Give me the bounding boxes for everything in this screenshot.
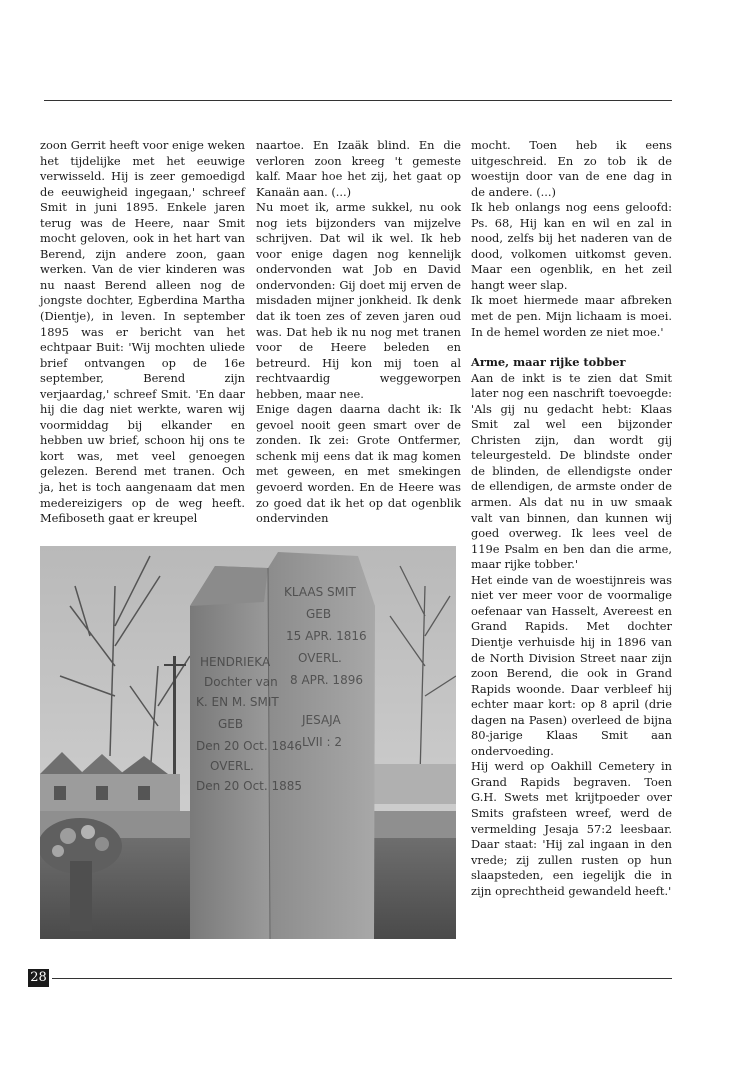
paragraph: Ik moet hiermede maar afbreken met de pen. Mijn lichaam is moei. In de hemel worden ze niet moe.': [471, 293, 672, 339]
svg-text:Den 20 Oct. 1885: Den 20 Oct. 1885: [196, 779, 303, 793]
svg-text:JESAJA: JESAJA: [302, 713, 341, 727]
text-column-3: [471, 138, 672, 899]
svg-text:OVERL.: OVERL.: [210, 759, 254, 773]
paragraph: Het einde van de woestijnreis was niet ver meer voor de voormalige oefenaar van Hasselt, Avereest en Grand Rapids. Met dochter Dientje verhuisde hij in 1896 van de North Division Street naar zijn zoon Berend, die ook in Grand Rapids woonde. Daar verbleef hij echter maar kort: op 8 april (drie dagen na Pasen) overleed de bijna 80-jarige Klaas Smit aan ondervoeding.: [471, 572, 672, 758]
text-column-2: [256, 138, 461, 527]
page-number: 28: [28, 969, 49, 987]
svg-text:GEB: GEB: [306, 607, 332, 621]
svg-text:GEB: GEB: [218, 717, 244, 731]
header-rule: [44, 100, 672, 101]
svg-text:K. EN M. SMIT: K. EN M. SMIT: [196, 695, 279, 709]
paragraph: Aan de inkt is te zien dat Smit later nog een naschrift toevoegde: 'Als gij nu gedacht hebt: Klaas Smit zal wel een bijzonder Christen zijn, dan wordt gij teleurgesteld. De blindste onder de blinden, de ellendigste onder de ellendigen, de armste onder de armen. Als dat nu in uw smaak valt van binnen, dan kunnen wij goed overweg. Ik lees veel de 119e Psalm en ben dan die arme, maar rijke tobber.': [471, 370, 672, 572]
footer-rule: [52, 978, 672, 979]
svg-text:15 APR. 1816: 15 APR. 1816: [286, 629, 367, 643]
svg-text:LVII : 2: LVII : 2: [302, 735, 342, 749]
paragraph: naartoe. En Izaäk blind. En die verloren zoon kreeg 't gemeste kalf. Maar hoe het zij, het gaat op Kanaän aan. (...): [256, 138, 461, 199]
paragraph: mocht. Toen heb ik eens uitgeschreid. En zo tob ik de woestijn door van de ene dag in de andere. (...): [471, 138, 672, 199]
paragraph: zoon Gerrit heeft voor enige weken het tijdelijke met het eeuwige verwisseld. Hij is zeer gemoedigd de eeuwigheid ingegaan,' schreef Smit in juni 1895. Enkele jaren terug was de Heere, naar Smit mocht geloven, ook in het hart van Berend, zijn andere zoon, gaan werken. Van de vier kinderen was nu naast Berend alleen nog de jongste dochter, Egberdina Martha (Dientje), in leven. In september 1895 was er bericht van het echtpaar Buit: 'Wij mochten uliede brief ontvangen op de 16e september, Berend zijn verjaardag,' schreef Smit. 'En daar hij die dag niet werkte, waren wij voormiddag bij elkander en hebben uw brief, schoon hij ons te kort was, met veel genoegen gelezen. Berend met tranen. Och ja, het is toch aangenaam dat men medereizigers op de weg heeft. Mefiboseth gaat er kreupel: [40, 138, 245, 526]
svg-text:HENDRIEKA: HENDRIEKA: [200, 655, 271, 669]
svg-text:KLAAS SMIT: KLAAS SMIT: [284, 585, 356, 599]
paragraph: Hij werd op Oakhill Cemetery in Grand Rapids begraven. Toen G.H. Swets met krijtpoeder over Smits grafsteen wreef, werd de vermelding Jesaja 57:2 leesbaar. Daar staat: 'Hij zal ingaan in den vrede; zij zullen rusten op hun slaapsteden, een iegelijk die in zijn oprechtheid gewandeld heeft.': [471, 759, 672, 898]
paragraph: Enige dagen daarna dacht ik: Ik gevoel nooit geen smart over de zonden. Ik zei: Grote Ontfermer, schenk mij eens dat ik mag komen met geween, en met smekingen gevoerd worden. En de Heere was zo goed dat ik het op dat ogenblik ondervinden: [256, 402, 461, 526]
svg-text:Den 20 Oct. 1846: Den 20 Oct. 1846: [196, 739, 303, 753]
gravestone-illustration: [40, 546, 456, 939]
paragraph: Nu moet ik, arme sukkel, nu ook nog iets bijzonders van mijzelve schrijven. Dat wil ik wel. Ik heb voor enige dagen nog kennelijk ondervonden wat Job en David ondervonden: Gij doet mij erven de misdaden mijner jonkheid. Ik denk dat ik toen zes of zeven jaren oud was. Dat heb ik nu nog met tranen voor de Heere beleden en betreurd. Hij kon mij toen al rechtvaardig weggeworpen hebben, maar nee.: [256, 200, 461, 401]
gravestone-photo: [40, 546, 456, 939]
text-column-1: [40, 138, 245, 527]
svg-text:8 APR. 1896: 8 APR. 1896: [290, 673, 363, 687]
paragraph: Ik heb onlangs nog eens geloofd: Ps. 68, Hij kan en wil en zal in nood, zelfs bij het naderen van de dood, volkomen uitkomst geven. Maar een ogenblik, en het zeil hangt weer slap.: [471, 200, 672, 292]
utility-pole: [164, 664, 186, 666]
svg-text:OVERL.: OVERL.: [298, 651, 342, 665]
svg-text:Dochter van: Dochter van: [204, 675, 278, 689]
section-heading: Arme, maar rijke tobber: [471, 355, 626, 370]
